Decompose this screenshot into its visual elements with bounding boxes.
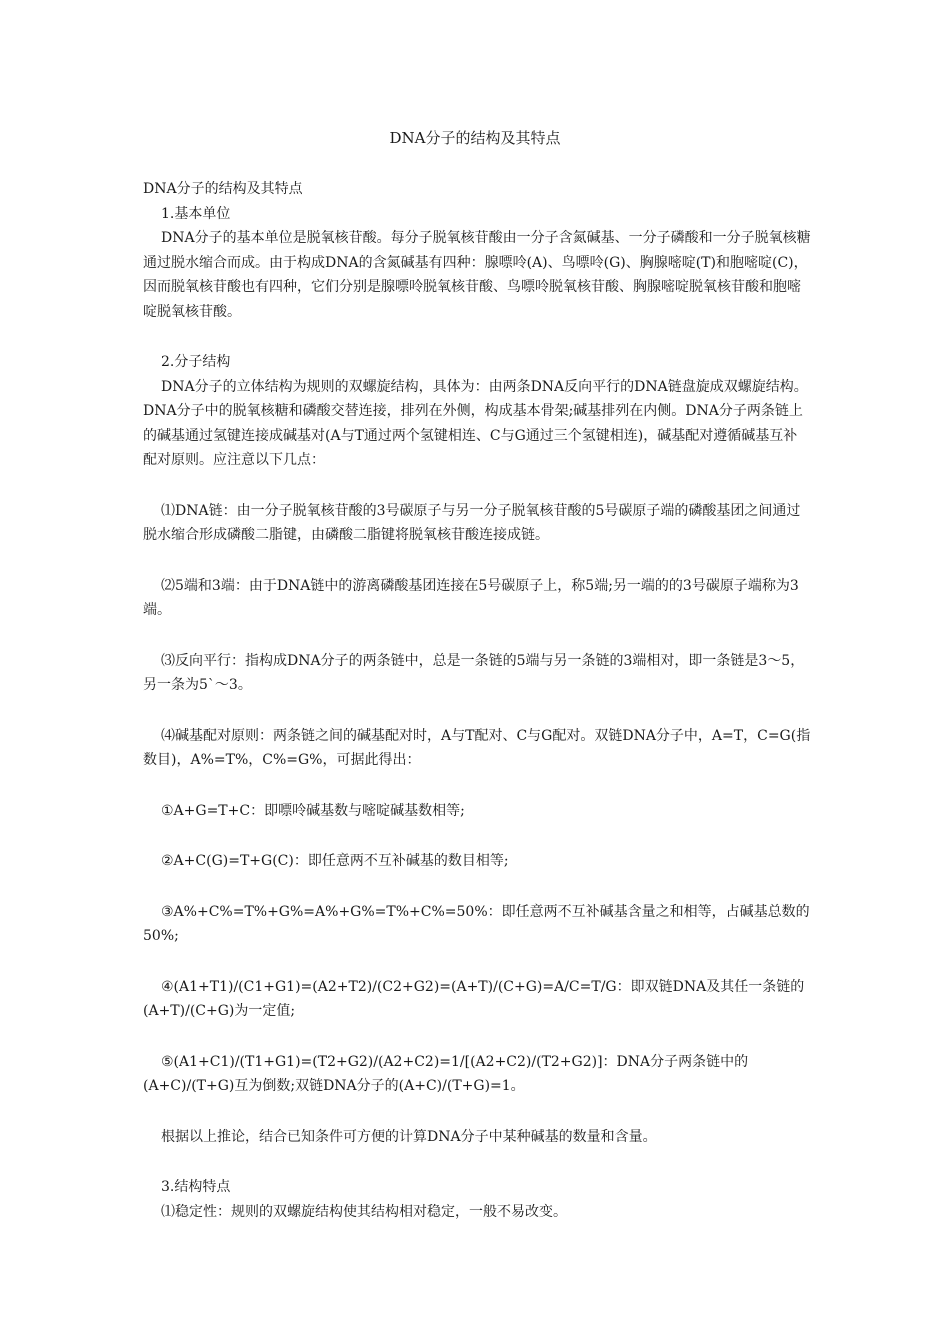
heading-basic-unit: 1.基本单位: [161, 205, 231, 222]
corollary-3: ③A%+C%=T%+G%=A%+G%=T%+C%=50%：即任意两不互补碱基含量之和相等，占碱基总数的50%;: [143, 903, 810, 944]
conclusion-paragraph: 根据以上推论，结合已知条件可方便的计算DNA分子中某种碱基的数量和含量。: [161, 1128, 657, 1145]
section-subtitle: DNA分子的结构及其特点: [143, 181, 303, 197]
paragraph-molecular-structure: DNA分子的立体结构为规则的双螺旋结构，具体为：由两条DNA反向平行的DNA链盘旋成双螺旋结构。DNA分子中的脱氧核糖和磷酸交替连接，排列在外侧，构成基本骨架;碱基排列在内侧。DNA分子两条链上的碱基通过氢键连接成碱基对(A与T通过两个氢键相连、C与G通过三个氢键相连)，碱基配对遵循碱基互补配对原则。应注意以下几点：: [143, 378, 808, 468]
note-antiparallel: ⑶反向平行：指构成DNA分子的两条链中，总是一条链的5端与另一条链的3端相对，即一条链是3～5，另一条为5`～3。: [143, 652, 805, 693]
heading-molecular-structure: 2.分子结构: [161, 354, 231, 370]
heading-structural-features: 3.结构特点: [161, 1179, 231, 1195]
paragraph-basic-unit: DNA分子的基本单位是脱氧核苷酸。每分子脱氧核苷酸由一分子含氮碱基、一分子磷酸和一分子脱氧核糖通过脱水缩合而成。由于构成DNA的含氮碱基有四种：腺嘌呤(A)、鸟嘌呤(G)、胸腺嘧啶(T)和胞嘧啶(C)，因而脱氧核苷酸也有四种，它们分别是腺嘌呤脱氧核苷酸、鸟嘌呤脱氧核苷酸、胸腺嘧啶脱氧核苷酸和胞嘧啶脱氧核苷酸。: [143, 230, 811, 320]
corollary-1: ①A+G=T+C：即嘌呤碱基数与嘧啶碱基数相等;: [161, 802, 465, 819]
feature-stability: ⑴稳定性：规则的双螺旋结构使其结构相对稳定，一般不易改变。: [161, 1203, 567, 1220]
document-title: DNA分子的结构及其特点: [389, 129, 561, 147]
note-base-pairing: ⑷碱基配对原则：两条链之间的碱基配对时，A与T配对、C与G配对。双链DNA分子中，A=T，C=G(指数目)，A%=T%，C%=G%，可据此得出：: [143, 727, 811, 768]
corollary-2: ②A+C(G)=T+G(C)：即任意两不互补碱基的数目相等;: [161, 853, 509, 869]
corollary-4: ④(A1+T1)/(C1+G1)=(A2+T2)/(C2+G2)=(A+T)/(C+G)=A/C=T/G：即双链DNA及其任一条链的(A+T)/(C+G)为一定值;: [143, 978, 805, 1019]
corollary-5: ⑤(A1+C1)/(T1+G1)=(T2+G2)/(A2+C2)=1/[(A2+C2)/(T2+G2)]：DNA分子两条链中的(A+C)/(T+G)互为倒数;双链DNA分子的(A+C)/(T+G)=1。: [143, 1053, 749, 1094]
document-body: [143, 177, 811, 1224]
note-dna-chain: ⑴DNA链：由一分子脱氧核苷酸的3号碳原子与另一分子脱氧核苷酸的5号碳原子端的磷酸基团之间通过脱水缩合形成磷酸二脂键，由磷酸二脂键将脱氧核苷酸连接成链。: [143, 502, 801, 543]
note-5-3-ends: ⑵5端和3端：由于DNA链中的游离磷酸基团连接在5号碳原子上，称5端;另一端的的3号碳原子端称为3端。: [143, 577, 799, 618]
